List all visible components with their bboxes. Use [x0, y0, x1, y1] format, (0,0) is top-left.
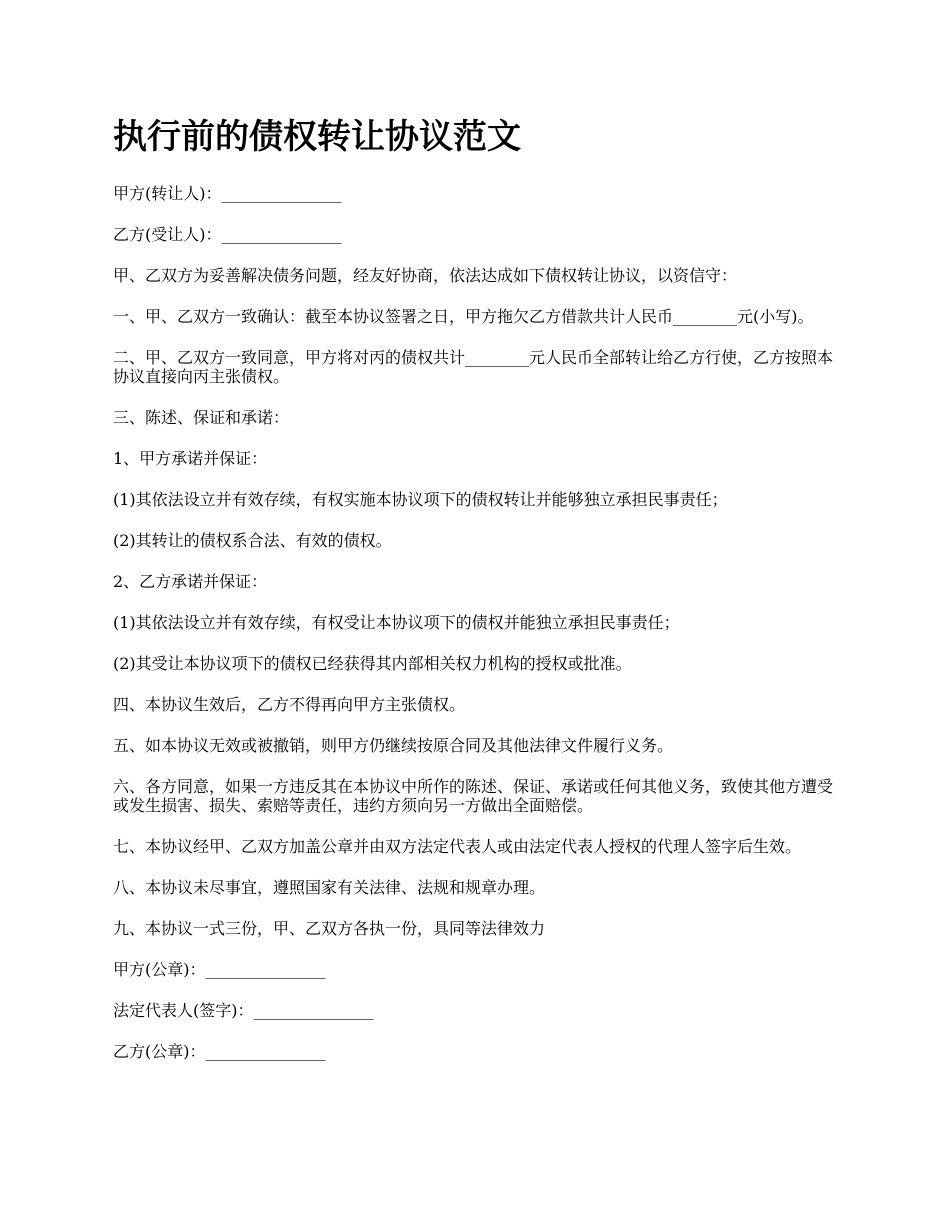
clause-5: 五、如本协议无效或被撤销，则甲方仍继续按原合同及其他法律文件履行义务。: [113, 736, 674, 755]
clause-7: 七、本协议经甲、乙双方加盖公章并由双方法定代表人或由法定代表人授权的代理人签字后生效。: [113, 837, 802, 856]
party-b-warranty-heading: 2、乙方承诺并保证：: [113, 572, 268, 591]
clause-3-heading: 三、陈述、保证和承诺：: [113, 408, 290, 427]
clause-6: 六、各方同意，如果一方违反其在本协议中所作的陈述、保证、承诺或任何其他义务，致使其他方遭受或发生损害、损失、索赔等责任，违约方须向另一方做出全面赔偿。: [113, 777, 834, 815]
party-b-line: 乙方(受让人)：_______________: [113, 225, 342, 244]
clause-2: 二、甲、乙双方一致同意，甲方将对丙的债权共计________元人民币全部转让给乙方行使，乙方按照本协议直接向丙主张债权。: [113, 348, 834, 386]
party-b-warranty-2: (2)其受让本协议项下的债权已经获得其内部相关权力机构的授权或批准。: [113, 654, 632, 673]
party-b-seal-line: 乙方(公章)：_______________: [113, 1042, 326, 1061]
legal-rep-signature-line: 法定代表人(签字)：_______________: [113, 1001, 374, 1020]
party-a-seal-line: 甲方(公章)：_______________: [113, 960, 326, 979]
clause-9: 九、本协议一式三份，甲、乙双方各执一份，具同等法律效力: [113, 919, 546, 938]
party-b-warranty-1: (1)其依法设立并有效存续，有权受让本协议项下的债权并能独立承担民事责任；: [113, 613, 680, 632]
clause-1: 一、甲、乙双方一致确认：截至本协议签署之日，甲方拖欠乙方借款共计人民币________元(小写)。: [113, 307, 814, 326]
party-a-warranty-2: (2)其转让的债权系合法、有效的债权。: [113, 531, 392, 550]
document-title: 执行前的债权转让协议范文: [113, 117, 521, 157]
party-a-warranty-heading: 1、甲方承诺并保证：: [113, 449, 268, 468]
document-page: [113, 112, 848, 1083]
clause-8: 八、本协议未尽事宜，遵照国家有关法律、法规和规章办理。: [113, 878, 546, 897]
clause-4: 四、本协议生效后，乙方不得再向甲方主张债权。: [113, 695, 466, 714]
party-a-line: 甲方(转让人)：_______________: [113, 184, 342, 203]
preamble: 甲、乙双方为妥善解决债务问题，经友好协商，依法达成如下债权转让协议，以资信守：: [113, 266, 738, 285]
party-a-warranty-1: (1)其依法设立并有效存续，有权实施本协议项下的债权转让并能够独立承担民事责任；: [113, 490, 728, 509]
